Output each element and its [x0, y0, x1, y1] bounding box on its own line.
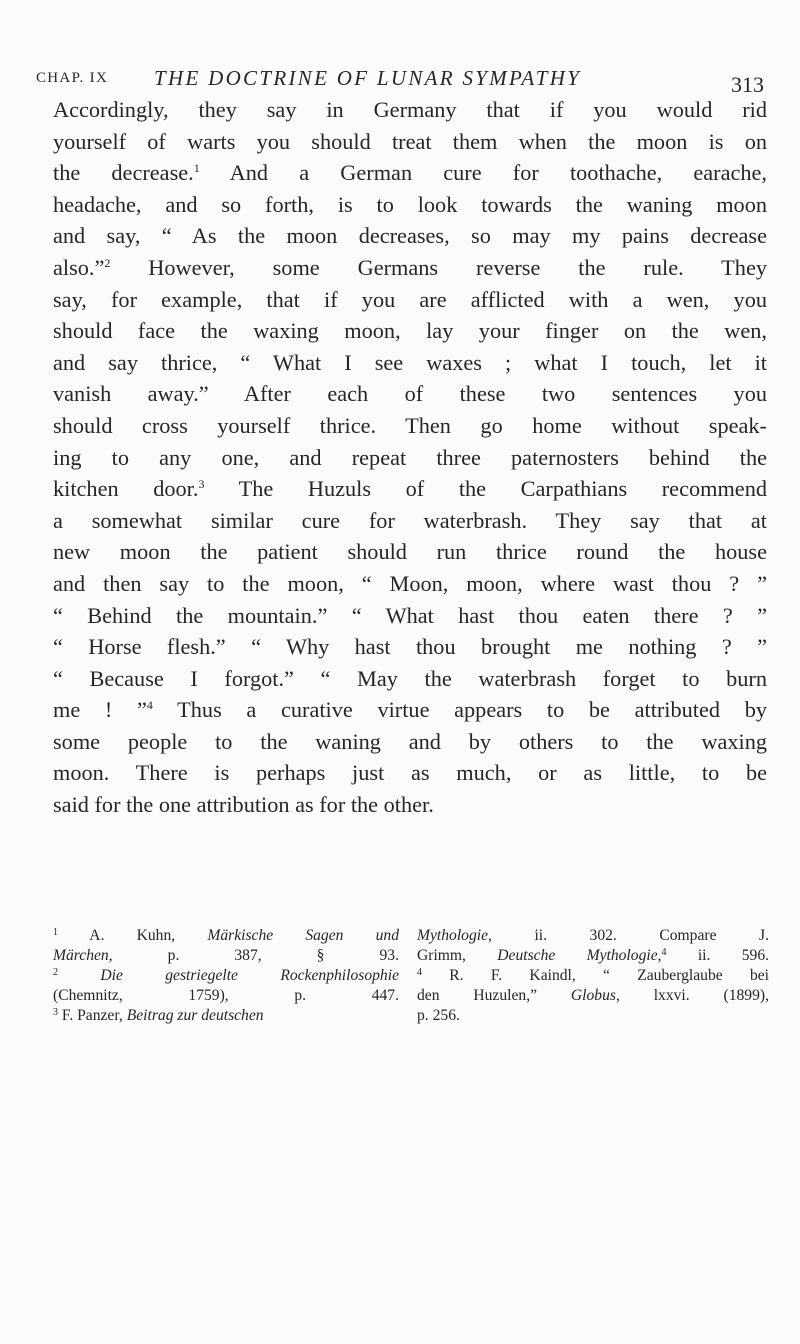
footnote-line: p. 256. [417, 1007, 460, 1024]
footnote-line: den Huzulen,” Globus, lxxvi. (1899), [417, 987, 769, 1004]
text-line: “ Because I forgot.” “ May the waterbrash forget to burn [53, 665, 767, 691]
main-paragraph [53, 94, 767, 821]
footnote-marker: 1 [193, 161, 200, 176]
footnote-line: $^4$ R. F. Kaindl, “ Zauberglaube bei [417, 967, 769, 984]
footnote-marker: 1 [53, 927, 58, 938]
text-line: should face the waxing moon, lay your finger on the wen, [53, 318, 767, 344]
page-number: 313 [731, 72, 764, 97]
footnotes-left-column [53, 926, 399, 1026]
footnote-marker: 4 [417, 967, 422, 978]
text-line: said for the one attribution as for the other. [53, 792, 434, 818]
footnote-marker: 2 [53, 967, 58, 978]
text-line: moon. There is perhaps just as much, or as little, to be [53, 760, 767, 786]
running-header [36, 66, 764, 96]
footnote-line: $^2$ Die gestriegelte Rockenphilosophie [53, 967, 399, 984]
footnote-line: $^3$ F. Panzer, Beitrag zur deutschen [53, 1007, 264, 1024]
text-line: say, for example, that if you are afflicted with a wen, you [53, 286, 767, 312]
text-line: “ Horse flesh.” “ Why hast thou brought me nothing ? ” [53, 634, 767, 660]
text-line: the decrease.$^1$ And a German cure for toothache, earache, [53, 160, 767, 186]
footnote-marker: 3 [198, 477, 205, 492]
text-line: also.”$^2$ However, some Germans reverse the rule. They [53, 254, 767, 280]
footnote-line: (Chemnitz, 1759), p. 447. [53, 987, 399, 1004]
text-line: “ Behind the mountain.” “ What hast thou eaten there ? ” [53, 602, 767, 628]
footnote-marker: 4 [146, 698, 153, 713]
chapter-label: CHAP. IX [36, 70, 109, 86]
footnote-marker: 2 [104, 255, 111, 270]
text-line: should cross yourself thrice. Then go home without speak- [53, 412, 767, 438]
text-line: and say thrice, “ What I see waxes ; what I touch, let it [53, 349, 767, 375]
footnote-line: Mythologie, ii. 302. Compare J. [417, 927, 769, 944]
text-line: kitchen door.$^3$ The Huzuls of the Carpathians recommend [53, 476, 767, 502]
text-line: ing to any one, and repeat three paternosters behind the [53, 444, 767, 470]
text-line: and say, “ As the moon decreases, so may my pains decrease [53, 223, 767, 249]
footnote-line: Märchen, p. 387, § 93. [53, 947, 399, 964]
text-line: and then say to the moon, “ Moon, moon, where wast thou ? ” [53, 570, 767, 596]
text-line: vanish away.” After each of these two sentences you [53, 381, 767, 407]
footnote-line: $^1$ A. Kuhn, Märkische Sagen und [53, 927, 399, 944]
text-line: me ! ”$^4$ Thus a curative virtue appears to be attributed by [53, 697, 768, 723]
running-title: THE DOCTRINE OF LUNAR SYMPATHY [154, 66, 582, 90]
text-line: new moon the patient should run thrice round the house [53, 539, 767, 565]
text-line: yourself of warts you should treat them when the moon is on [53, 128, 767, 154]
footnote-marker: 4 [661, 947, 667, 958]
footnote-line: Grimm, Deutsche Mythologie,$^4$ ii. 596. [417, 947, 770, 964]
text-line: a somewhat similar cure for waterbrash. They say that at [53, 507, 767, 533]
text-line: some people to the waning and by others to the waxing [53, 728, 767, 754]
footnotes-right-column [417, 926, 769, 1026]
text-line: headache, and so forth, is to look towards the waning moon [53, 191, 767, 217]
footnote-marker: 3 [53, 1007, 58, 1018]
text-line: Accordingly, they say in Germany that if you would rid [53, 97, 767, 122]
